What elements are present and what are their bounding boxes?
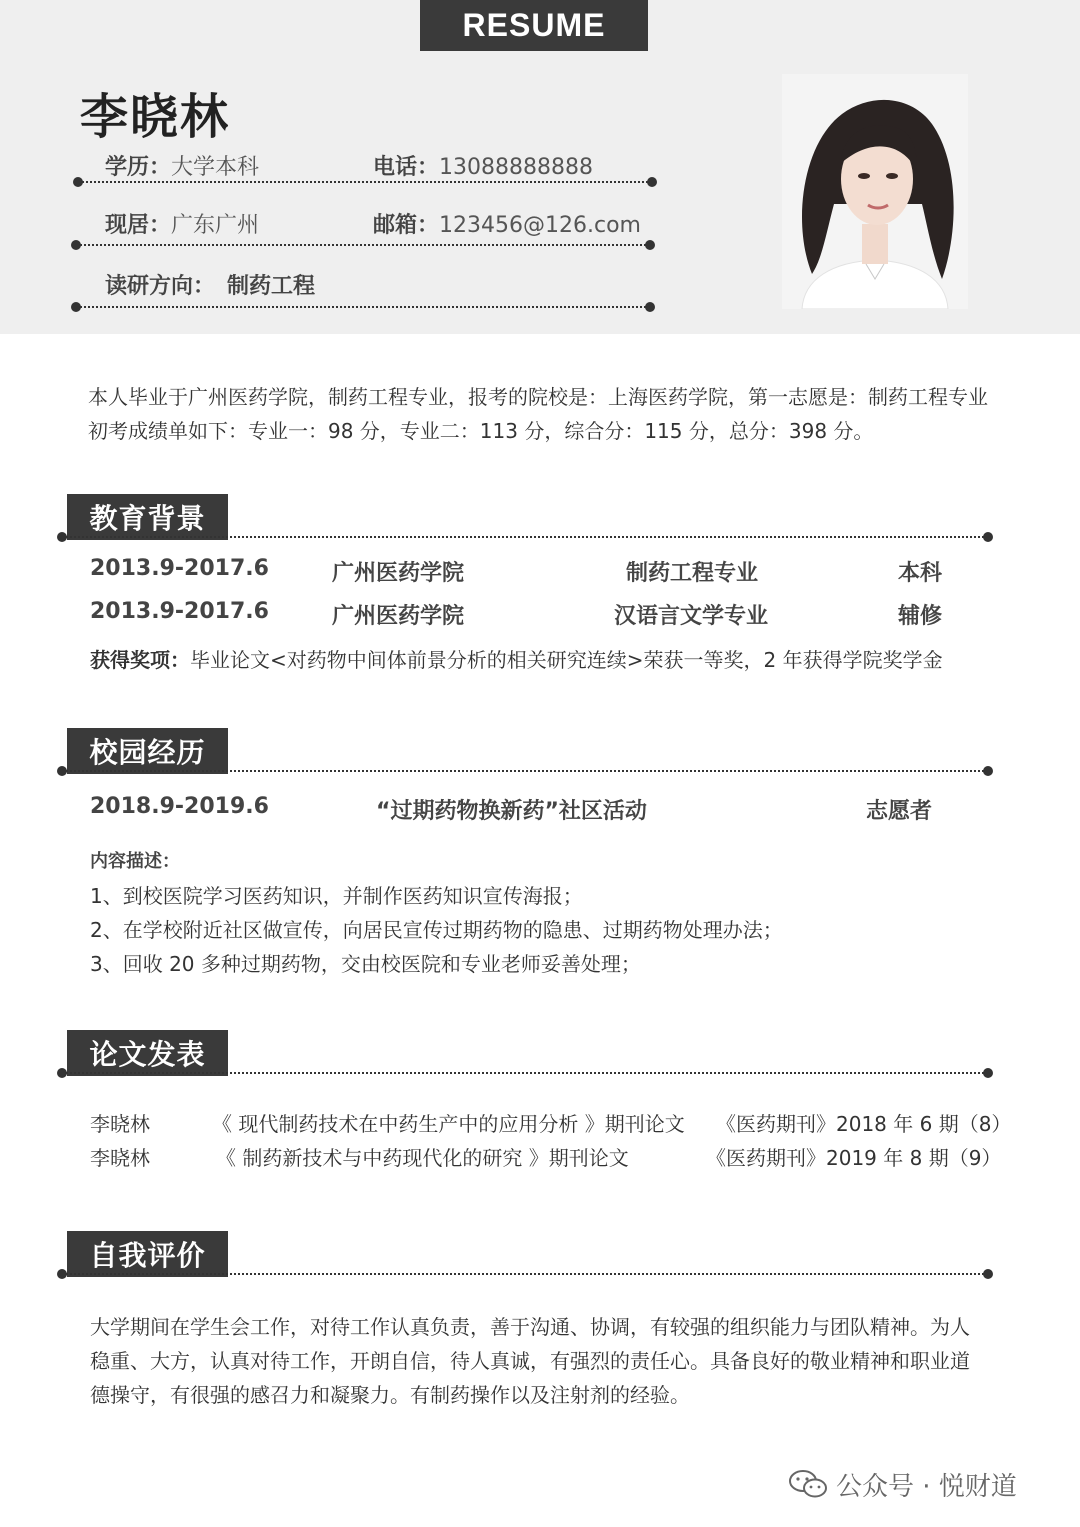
campus-desc-label: 内容描述：: [90, 851, 180, 872]
edu-2-school: 广州医药学院: [332, 604, 465, 629]
awards-label: 获得奖项：: [90, 648, 190, 672]
phone-label: 电话：: [373, 155, 440, 180]
section-title-campus: 校园经历: [67, 728, 228, 774]
phone-info: [373, 150, 593, 181]
direction-label: 读研方向：: [105, 274, 216, 299]
campus-period: 2018.9-2019.6: [90, 794, 269, 819]
section-divider-education: [62, 536, 988, 538]
wechat-icon: [788, 1469, 828, 1499]
residence-info: [105, 208, 259, 239]
paper-1-author: 李晓林: [90, 1112, 150, 1136]
campus-item-3: 3、回收 20 多种过期药物，交由校医院和专业老师妥善处理；: [90, 952, 641, 976]
edu-1-school: 广州医药学院: [332, 561, 465, 586]
section-divider-campus: [62, 770, 988, 772]
section-divider-papers: [62, 1072, 988, 1074]
intro-line-1: 本人毕业于广州医药学院，制药工程专业，报考的院校是：上海医药学院，第一志愿是：制药工程专业: [88, 385, 988, 409]
email-value: 123456@126.com: [439, 213, 641, 238]
section-divider-self-eval: [62, 1273, 988, 1275]
intro-paragraph: [88, 380, 1008, 448]
paper-2-journal: 《医药期刊》2019 年 8 期（9）: [706, 1146, 1002, 1170]
direction-value: 制药工程: [227, 274, 316, 299]
header-divider-2: [76, 244, 650, 246]
education-value: 大学本科: [171, 155, 260, 180]
campus-item-1: 1、到校医院学习医药知识，并制作医药知识宣传海报；: [90, 884, 583, 908]
paper-1-journal: 《医药期刊》2018 年 6 期（8）: [716, 1112, 1012, 1136]
campus-role: 志愿者: [866, 799, 933, 824]
paper-2-title: 《 制药新技术与中药现代化的研究 》期刊论文: [216, 1146, 629, 1170]
section-title-education: 教育背景: [67, 494, 228, 540]
profile-photo: [782, 74, 968, 309]
edu-1-degree: 本科: [898, 561, 943, 586]
direction-info: [105, 269, 315, 300]
intro-line-2: 初考成绩单如下：专业一：98 分，专业二：113 分，综合分：115 分，总分：398 分。: [88, 419, 874, 443]
edu-1-period: 2013.9-2017.6: [90, 556, 269, 581]
phone-value: 13088888888: [439, 155, 593, 180]
self-eval-line-3: 德操守，有很强的感召力和凝聚力。有制药操作以及注射剂的经验。: [90, 1383, 690, 1407]
edu-2-period: 2013.9-2017.6: [90, 599, 269, 624]
section-title-self-eval: 自我评价: [67, 1231, 228, 1277]
email-label: 邮箱：: [373, 213, 440, 238]
self-eval-paragraph: [90, 1310, 990, 1412]
candidate-name: 李晓林: [80, 89, 231, 145]
header-divider-1: [78, 181, 652, 183]
paper-1-title: 《 现代制药技术在中药生产中的应用分析 》期刊论文: [212, 1112, 685, 1136]
email-info: [373, 208, 641, 239]
edu-2-degree: 辅修: [898, 604, 943, 629]
campus-activity: “过期药物换新药”社区活动: [376, 799, 647, 824]
education-label: 学历：: [105, 155, 172, 180]
education-info: [105, 150, 259, 181]
paper-2-author: 李晓林: [90, 1146, 150, 1170]
awards: [90, 644, 943, 673]
residence-value: 广东广州: [171, 213, 260, 238]
section-title-papers: 论文发表: [67, 1030, 228, 1076]
campus-item-2: 2、在学校附近社区做宣传，向居民宣传过期药物的隐患、过期药物处理办法；: [90, 918, 783, 942]
resume-tag: RESUME: [420, 0, 648, 51]
edu-2-major: 汉语言文学专业: [614, 604, 769, 629]
watermark-text: 公众号 · 悦财道: [836, 1471, 1017, 1502]
self-eval-line-1: 大学期间在学生会工作，对待工作认真负责，善于沟通、协调，有较强的组织能力与团队精神。为人: [90, 1315, 970, 1339]
self-eval-line-2: 稳重、大方，认真对待工作，开朗自信，待人真诚，有强烈的责任心。具备良好的敬业精神和职业道: [90, 1349, 970, 1373]
watermark: [788, 1466, 1017, 1502]
awards-value: 毕业论文<对药物中间体前景分析的相关研究连续>荣获一等奖，2 年获得学院奖学金: [190, 648, 943, 672]
header-divider-3: [76, 306, 650, 308]
residence-label: 现居：: [105, 213, 172, 238]
edu-1-major: 制药工程专业: [626, 561, 759, 586]
